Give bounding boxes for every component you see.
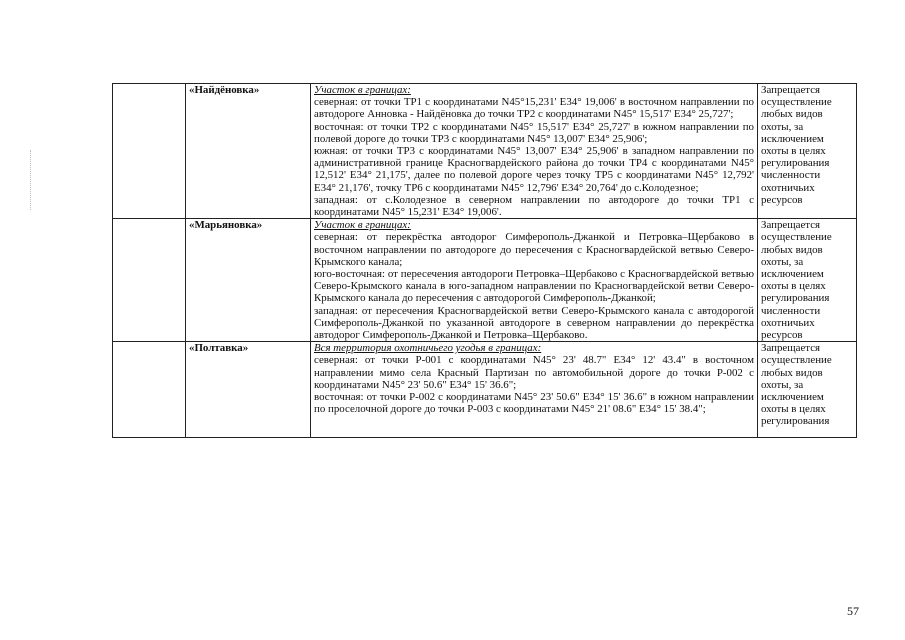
boundary-description [311,84,758,219]
ground-name: «Марьяновка» [186,219,311,342]
ground-name: «Найдёновка» [186,84,311,219]
ground-name: «Полтавка» [186,342,311,438]
restriction-text: Запрещается осуществление любых видов охоты, за исключением охоты в целях регулирования численности охотничьих ресурсов [758,219,857,342]
boundary-paragraph: юго-восточная: от пересечения автодороги Петровка–Щербаково с Красногвардейской ветвью Северо-Крымского канала в юго-западном направлении по Красногвардейской ветви Северо-Крымского канала до пересечения с автодорогой Симферополь-Джанкой; [314,268,754,305]
boundary-description [311,219,758,342]
boundary-paragraph: восточная: от точки Р-002 с координатами N45° 23' 50.6" E34° 15' 36.6" в южном направлении по проселочной дороге до точки Р-003 с координатами N45° 21' 08.6" E34° 15' 38.4"; [314,391,754,416]
hunting-grounds-table [112,83,857,438]
boundary-description [311,342,758,438]
restriction-text: Запрещается осуществление любых видов охоты, за исключением охоты в целях регулирования [758,342,857,438]
scan-margin-marks [30,150,37,210]
empty-cell [113,84,186,219]
table-row [113,84,857,219]
page-number: 57 [847,604,859,618]
boundary-heading: Участок в границах: [314,84,411,96]
boundary-heading: Участок в границах: [314,219,411,232]
boundary-paragraph: южная: от точки ТР3 с координатами N45° 13,007' E34° 25,906' в западном направлении по административной границе Красногвардейского района до точки ТР4 с координатами N45° 12,512' E34° 21,175', далее по полевой дороге через точку ТР5 с координатами N45° 12,792' E34° 21,176', точку ТР6 с координатами N45° 12,796' E34° 20,764' до с.Колодезное; [314,145,754,194]
boundary-paragraph: северная: от точки Р-001 с координатами N45° 23' 48.7" E34° 12' 43.4" в восточном направлении мимо села Красный Партизан по автомобильной дороге до точки Р-002 с координатами N45° 23' 50.6" E34° 15' 36.6"; [314,354,754,391]
boundary-heading: Вся территория охотничьего угодья в границах: [314,342,542,355]
boundary-paragraph: западная: от с.Колодезное в северном направлении по автодороге до точки ТР1 с координатами N45° 15,231' E34° 19,006'. [314,193,754,219]
boundary-paragraph: восточная: от точки ТР2 с координатами N45° 15,517' E34° 25,727' в южном направлении по полевой дороге до точки ТР3 с координатами N45° 13,007' E34° 25,906'; [314,120,754,145]
boundary-paragraph: северная: от точки ТР1 с координатами N45°15,231' E34° 19,006' в восточном направлении по автодороге Анновка - Найдёновка до точки ТР2 с координатами N45° 15,517' E34° 25,727'; [314,96,754,121]
boundary-paragraph: западная: от пересечения Красногвардейской ветви Северо-Крымского канала с автодорогой Симферополь-Джанкой по указанной автодороге в северном направлении до перекрёстка автодорог Симферополь-Джанкой и Петровка–Щербаково. [314,304,754,342]
table-row [113,219,857,342]
boundary-paragraph: северная: от перекрёстка автодорог Симферополь-Джанкой и Петровка–Щербаково в восточном направлении по автодороге до пересечения с Красногвардейской ветвью Северо-Крымского канала; [314,231,754,268]
empty-cell [113,342,186,438]
restriction-text: Запрещается осуществление любых видов охоты, за исключением охоты в целях регулирования численности охотничьих ресурсов [758,84,857,219]
table-row [113,342,857,438]
empty-cell [113,219,186,342]
